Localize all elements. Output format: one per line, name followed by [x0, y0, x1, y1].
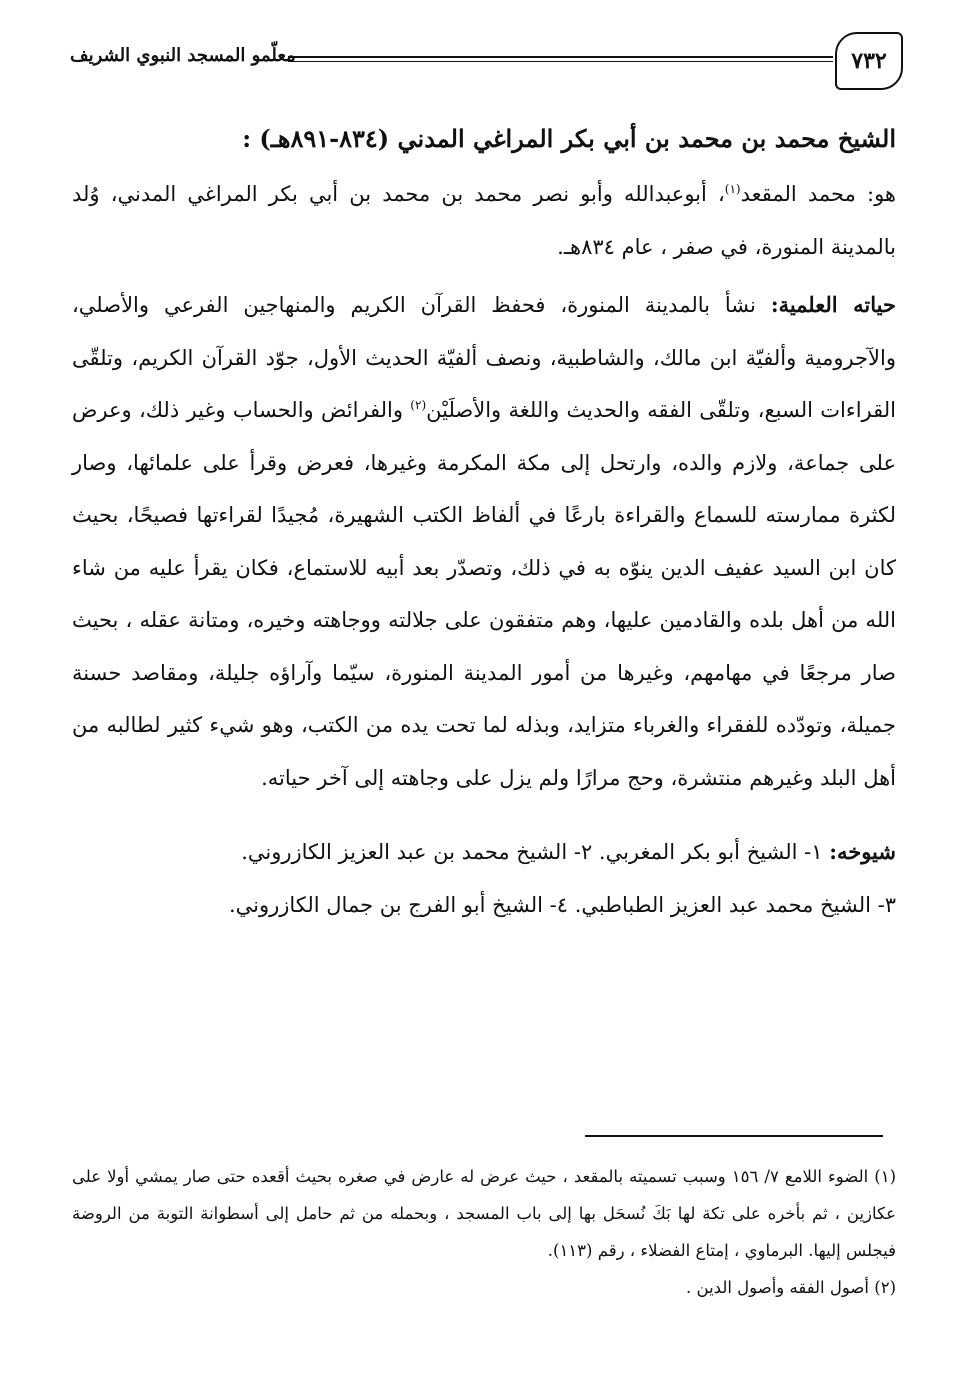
footnote-ref-1: (١)	[724, 182, 741, 196]
footnote-separator	[585, 1135, 883, 1137]
page-number: ٧٣٢	[835, 32, 903, 90]
life-text-2: والفرائض والحساب وغير ذلك، وعرض على جماعة، ولازم والده، وارتحل إلى مكة المكرمة وغيرها، فعرض وقرأ على علمائها، وصار لكثرة ممارسته للسماع والقراءة بارعًا في ألفاظ الكتب الشهيرة، مُجيدًا لقراءتها فصيحًا، بحيث كان ابن السيد عفيف الدين ينوّه به في ذلك، وتصدّر بعد أبيه للاستماع، فكان يقرأ عليه من شاء الله من أهل بلده والقادمين عليها، وهم متفقون على جلالته ووجاهته وخيره، ومتانة عقله ، بحيث صار مرجعًا في مهامهم، وغيرها من أمور المدينة المنورة، سيّما وآراؤه جليلة، ومقاصد حسنة جميلة، وتودّده للفقراء والغرباء متزايد، وبذله لما تحت يده من الكتب، وهو شيء كثير لطالبه من أهل البلد وغيرهم منتشرة، وحج مرارًا ولم يزل على وجاهته إلى آخر حياته.	[72, 398, 896, 790]
teachers-paragraph	[72, 826, 896, 879]
main-content	[72, 110, 896, 931]
header-rule	[288, 56, 833, 62]
teachers-label: شيوخه:	[829, 839, 896, 864]
intro-text-2: ، أبوعبدالله وأبو نصر محمد بن محمد بن أبي بكر المراغي المدني، وُلد بالمدينة المنورة، في صفر ، عام ٨٣٤هـ.	[72, 182, 896, 259]
footnote-ref-2: (٢)	[410, 398, 427, 412]
intro-paragraph	[72, 168, 896, 273]
teachers-line-2: ٣- الشيخ محمد عبد العزيز الطباطبي. ٤- الشيخ أبو الفرج بن جمال الكازروني.	[228, 892, 896, 917]
footnote-1: (١) الضوء اللامع ٧/ ١٥٦ وسبب تسميته بالمقعد ، حيث عرض له عارض في صغره بحيث أقعده حتى صار يمشي أولا على عكازين ، ثم بأخره على تكة لها بَكَ نُسحَل بها إلى باب المسجد ، وبحمله من ثم حامل إلى أسطوانة التوبة من الروضة فيجلس إليها. البرماوي ، إمتاع الفضلاء ، رقم (١١٣).	[72, 1167, 897, 1260]
teachers-line-1: ١- الشيخ أبو بكر المغربي. ٢- الشيخ محمد بن عبد العزيز الكازروني.	[241, 840, 830, 864]
life-label: حياته العلمية:	[770, 292, 896, 317]
life-text-1: نشأ بالمدينة المنورة، فحفظ القرآن الكريم والمنهاجين الفرعي والأصلي، والآجرومية وألفيّة ابن مالك، والشاطبية، ونصف ألفيّة الحديث الأول، جوّد القرآن الكريم، وتلقّى القراءات السبع، وتلقّى الفقه والحديث واللغة والأصلَيْن	[72, 293, 896, 422]
page-header	[70, 32, 903, 88]
footnote-2: (٢) أصول الفقه وأصول الدين .	[686, 1278, 896, 1297]
biography-heading: الشيخ محمد بن محمد بن أبي بكر المراغي المدني (٨٣٤-٨٩١هـ) :	[242, 124, 896, 153]
running-title: معلّمو المسجد النبوي الشريف	[70, 45, 296, 66]
intro-text-1: هو: محمد المقعد	[740, 182, 897, 206]
footnotes	[72, 1158, 896, 1306]
life-paragraph	[72, 279, 896, 804]
